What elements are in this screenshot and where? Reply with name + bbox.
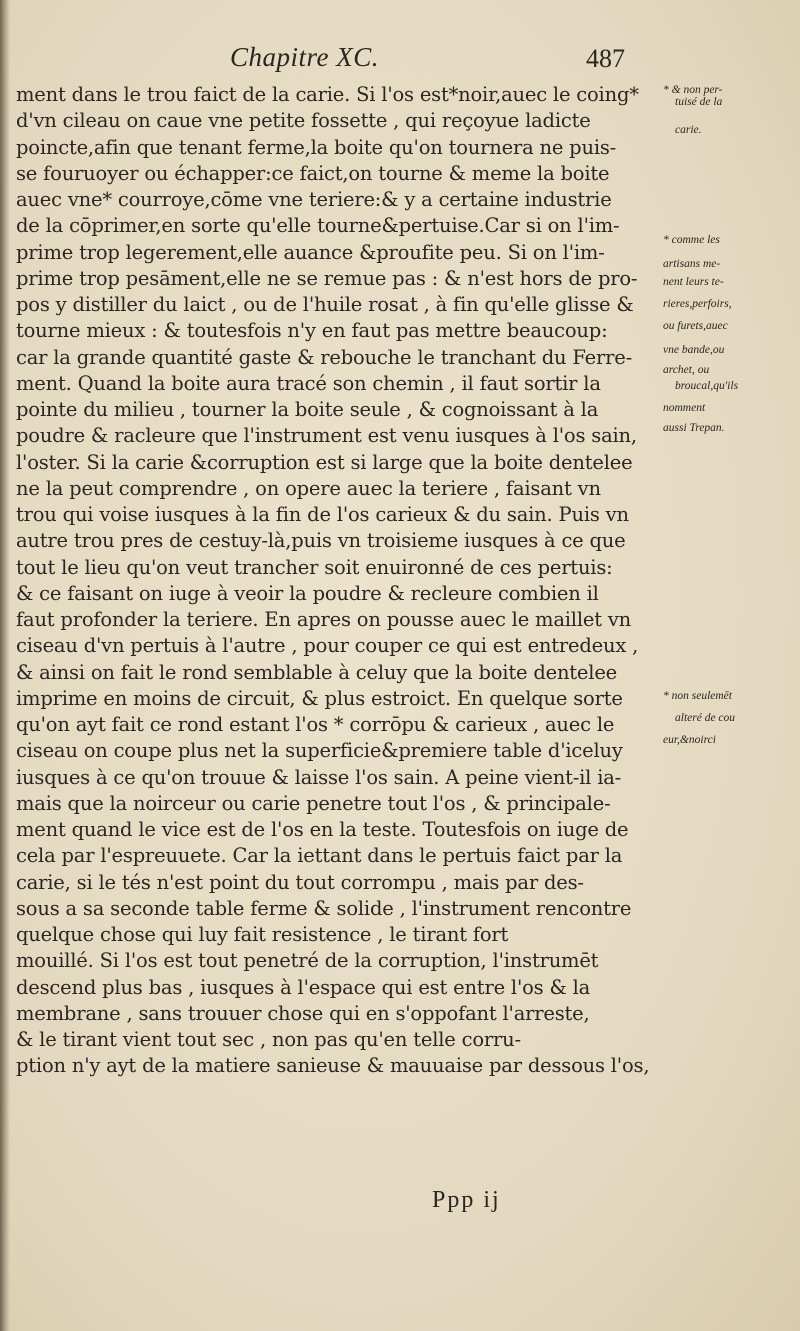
text-line: membrane , sans trouuer chose qui en s'oppofant l'arreste,	[16, 1001, 590, 1025]
text-line: l'oster. Si la carie &corruption est si large que la boite dentelee	[16, 450, 633, 474]
text-line: tout le lieu qu'on veut trancher soit enuironné de ces pertuis:	[16, 555, 613, 579]
text-line: ciseau d'vn pertuis à l'autre , pour couper ce qui est entredeux ,	[16, 634, 639, 658]
text-line: quelque chose qui luy fait resistence , le tirant fort	[16, 923, 509, 946]
main-text-block	[16, 82, 661, 1080]
page-gutter-shadow	[0, 0, 10, 1331]
text-line: imprime en moins de circuit, & plus estroict. En quelque sorte	[16, 686, 623, 710]
text-line: & ce faisant on iuge à veoir la poudre & recleure combien il	[16, 581, 599, 605]
text-line: iusques à ce qu'on trouue & laisse l'os sain. A peine vient-il ia-	[16, 765, 622, 789]
signature-mark: Ppp ij	[432, 1187, 501, 1213]
text-line: poudre & racleure que l'instrument est venu iusques à l'os sain,	[16, 424, 637, 448]
text-line: car la grande quantité gaste & rebouche le tranchant du Ferre-	[16, 345, 632, 369]
margin-note: nomment	[663, 402, 706, 414]
margin-note: nent leurs te-	[663, 276, 724, 288]
text-line: mais que la noirceur ou carie penetre tout l'os , & principale-	[16, 791, 611, 815]
page-number: 487	[586, 44, 625, 73]
text-line: autre trou pres de cestuy-là,puis vn troisieme iusques à ce que	[16, 529, 626, 553]
text-line: carie, si le tés n'est point du tout corrompu , mais par des-	[16, 870, 584, 894]
margin-note: archet, ou	[663, 364, 710, 376]
margin-note: tuisé de la	[675, 96, 723, 108]
text-line: auec vne* courroye,cōme vne teriere:& y a certaine industrie	[16, 188, 612, 211]
text-line: descend plus bas , iusques à l'espace qui est entre l'os & la	[16, 975, 591, 999]
margin-note: alteré de cou	[675, 712, 736, 724]
text-line: pointe du milieu , tourner la boite seule , & cognoissant à la	[16, 398, 599, 421]
margin-note: aussi Trepan.	[663, 422, 725, 434]
text-line: tourne mieux : & toutesfois n'y en faut pas mettre beaucoup:	[16, 319, 608, 343]
chapter-title: Chapitre XC.	[230, 42, 380, 72]
margin-note: rieres,perfoirs,	[663, 298, 732, 310]
text-line: ment. Quand la boite aura tracé son chemin , il faut sortir la	[16, 371, 601, 395]
margin-note: * comme les	[663, 234, 720, 246]
text-line: cela par l'espreuuete. Car la iettant dans le pertuis faict par la	[16, 844, 623, 868]
text-line: pos y distiller du laict , ou de l'huile rosat , à fin qu'elle glisse &	[16, 293, 634, 316]
text-line: poincte,afin que tenant ferme,la boite qu'on tournera ne puis-	[16, 135, 617, 159]
margin-note: * non seulemēt	[663, 690, 732, 702]
text-line: trou qui voise iusques à la fin de l'os carieux & du sain. Puis vn	[16, 503, 629, 526]
margin-note: vne bande,ou	[663, 344, 725, 356]
margin-note: * & non per-	[663, 84, 723, 96]
text-line: faut profonder la teriere. En apres on pousse auec le maillet vn	[16, 608, 632, 631]
text-line: ment quand le vice est de l'os en la teste. Toutesfois on iuge de	[16, 818, 629, 841]
text-line: ment dans le trou faict de la carie. Si l'os est*noir,auec le coing*	[16, 83, 639, 106]
margin-note: carie.	[675, 124, 702, 136]
text-line: ciseau on coupe plus net la superficie&premiere table d'iceluy	[16, 739, 623, 763]
text-line: & le tirant vient tout sec , non pas qu'en telle corru-	[16, 1028, 521, 1051]
text-line: prime trop pesāment,elle ne se remue pas : & n'est hors de pro-	[16, 266, 638, 290]
text-line: & ainsi on fait le rond semblable à celuy que la boite dentelee	[16, 660, 617, 684]
text-line: de la cōprimer,en sorte qu'elle tourne&pertuise.Car si on l'im-	[16, 214, 620, 238]
text-line: se fouruoyer ou échapper:ce faict,on tourne & meme la boite	[16, 161, 610, 185]
text-line: mouillé. Si l'os est tout penetré de la corruption, l'instrumēt	[16, 949, 599, 973]
text-line: ne la peut comprendre , on opere auec la teriere , faisant vn	[16, 476, 601, 500]
text-line: d'vn cileau on caue vne petite fossette , qui reçoyue ladicte	[16, 109, 591, 133]
margin-note: artisans me-	[663, 258, 721, 270]
text-line: ption n'y ayt de la matiere sanieuse & mauuaise par dessous l'os,	[16, 1054, 650, 1078]
text-line: qu'on ayt fait ce rond estant l'os * corrōpu & carieux , auec le	[16, 713, 615, 736]
text-line: prime trop legerement,elle auance &proufite peu. Si on l'im-	[16, 240, 605, 264]
margin-note: broucal,qu'ils	[675, 380, 739, 392]
margin-note: eur,&noirci	[663, 734, 716, 746]
running-header	[230, 42, 650, 76]
text-line: sous a sa seconde table ferme & solide , l'instrument rencontre	[16, 896, 632, 920]
margin-note: ou furets,auec	[663, 320, 728, 332]
